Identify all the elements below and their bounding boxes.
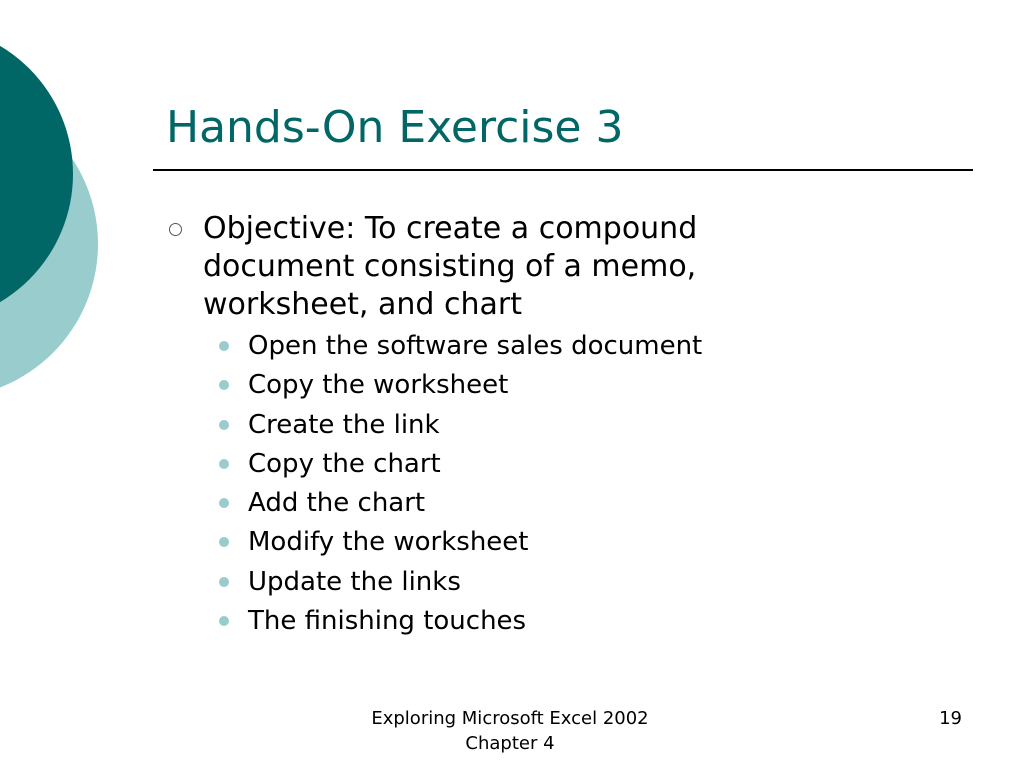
footer-caption xyxy=(310,706,710,756)
dot-bullet-icon xyxy=(219,498,229,508)
step-item xyxy=(168,445,968,484)
dot-bullet-icon xyxy=(219,537,229,547)
step-item xyxy=(168,484,968,523)
dot-bullet-icon xyxy=(219,341,229,351)
steps-list xyxy=(168,327,968,641)
objective-line: worksheet, and chart xyxy=(203,287,522,322)
step-item xyxy=(168,406,968,445)
step-item xyxy=(168,602,968,641)
step-item xyxy=(168,327,968,366)
decorative-circles xyxy=(0,0,110,420)
footer-chapter: Chapter 4 xyxy=(465,733,555,754)
step-item xyxy=(168,523,968,562)
step-text: Add the chart xyxy=(248,488,426,519)
step-text: Open the software sales document xyxy=(248,331,703,361)
slide-title: Hands-On Exercise 3 xyxy=(166,102,624,153)
dot-bullet-icon xyxy=(219,577,229,587)
dot-bullet-icon xyxy=(219,459,229,469)
slide-number: 19 xyxy=(939,708,962,729)
ring-bullet-icon xyxy=(169,223,182,236)
step-text: Modify the worksheet xyxy=(248,527,529,558)
step-text: Update the links xyxy=(248,566,461,597)
objective-line: document consisting of a memo, xyxy=(203,249,697,284)
step-item xyxy=(168,366,968,405)
step-text: Create the link xyxy=(248,409,440,440)
step-text: The finishing touches xyxy=(248,606,527,637)
step-text: Copy the worksheet xyxy=(248,370,509,401)
footer-book-title: Exploring Microsoft Excel 2002 xyxy=(371,708,649,729)
dot-bullet-icon xyxy=(219,616,229,626)
dot-bullet-icon xyxy=(219,380,229,390)
objective-line: Objective: To create a compound xyxy=(203,211,698,246)
dot-bullet-icon xyxy=(219,420,229,430)
title-divider xyxy=(153,169,973,171)
slide-body xyxy=(168,210,968,641)
step-item xyxy=(168,563,968,602)
step-text: Copy the chart xyxy=(248,448,441,479)
objective-bullet xyxy=(168,210,968,324)
